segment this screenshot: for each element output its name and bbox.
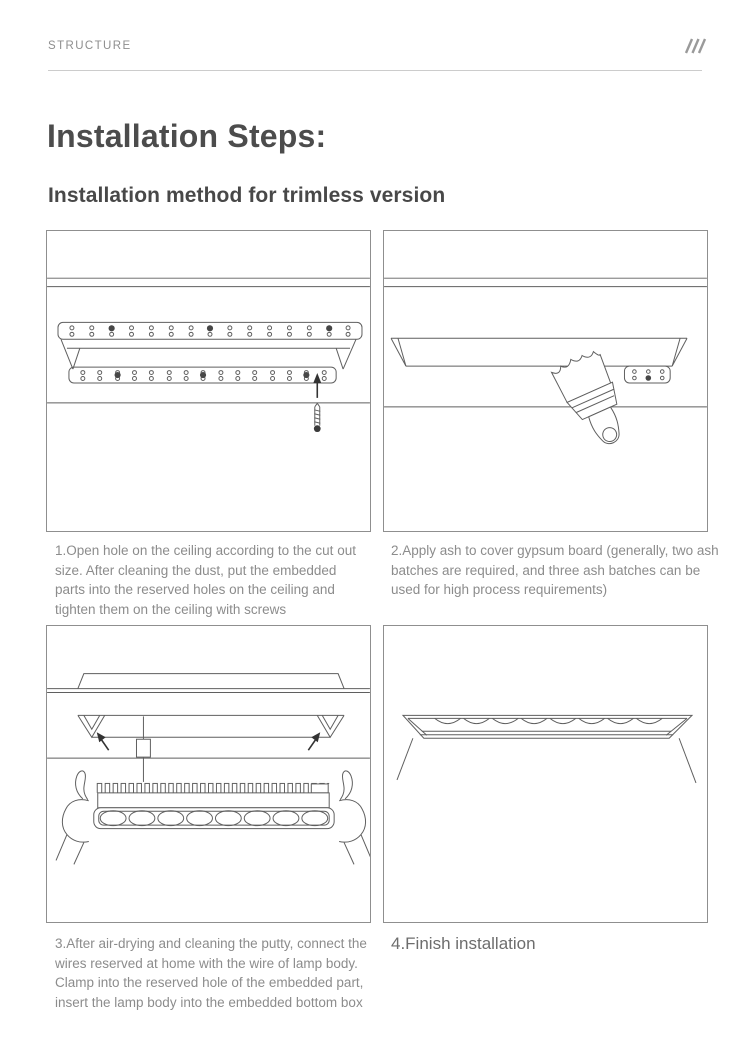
step1-panel [46, 230, 371, 532]
header-divider [48, 70, 702, 71]
wire-and-connector [136, 716, 150, 782]
section-label: STRUCTURE [48, 40, 132, 52]
step4-caption: 4.Finish installation [391, 934, 536, 953]
embedded-bracket [58, 322, 362, 383]
diagram-insert-lamp-icon [47, 626, 370, 922]
putty-brush-icon [550, 348, 635, 454]
arrow-up-icon [313, 373, 321, 398]
recess-with-spring-clips [78, 715, 344, 737]
diagram-embedded-bracket-icon [47, 231, 370, 531]
clip-arrows [97, 732, 320, 750]
ceiling-lines [384, 278, 707, 407]
step2-panel [383, 230, 708, 532]
page-title: Installation Steps: [47, 118, 327, 154]
lamp-body [94, 782, 334, 829]
gypsum-channel [391, 338, 687, 366]
step3-panel [46, 625, 371, 923]
lens-arcs [435, 718, 662, 723]
step4-panel [383, 625, 708, 923]
hand-right [339, 771, 370, 864]
ceiling-lines [47, 278, 370, 403]
triple-slash-icon [680, 34, 710, 58]
step3-caption: 3.After air-drying and cleaning the putty, connect the wires reserved at home with the wire of lamp body. Clamp into the reserved hole of the embedded part, insert the lamp body into the embedded bottom box [55, 936, 367, 1010]
recessed-light-finished [403, 715, 692, 738]
mounting-screw [314, 403, 321, 432]
page-subtitle: Installation method for trimless version [48, 184, 446, 207]
step2-caption: 2.Apply ash to cover gypsum board (generally, two ash batches are required, and three ash batches can be used for high process requirements) [391, 543, 719, 597]
step1-caption: 1.Open hole on the ceiling according to the cut out size. After cleaning the dust, put the embedded parts into the reserved holes on the ceiling and tighten them on the ceiling with screws [55, 543, 356, 617]
embedded-box-above-ceiling [78, 674, 344, 689]
diagram-apply-ash-icon [384, 231, 707, 531]
hand-left [56, 771, 89, 864]
diagram-finished-installation-icon [384, 626, 707, 922]
embedded-plate-visible [624, 366, 670, 383]
light-beams [397, 738, 696, 783]
